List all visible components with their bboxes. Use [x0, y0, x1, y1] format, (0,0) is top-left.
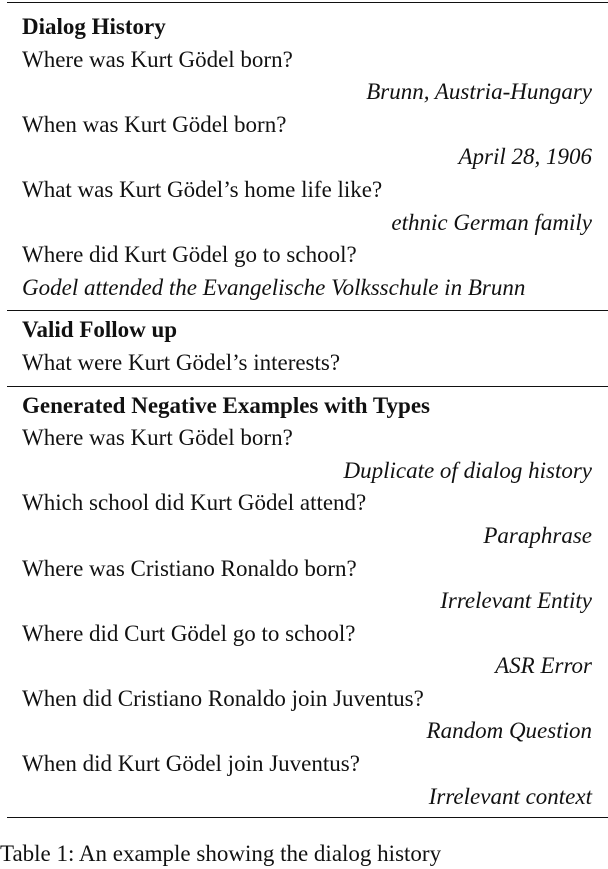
negative-question: Where was Cristiano Ronaldo born? [22, 555, 357, 581]
valid-follow-up-section [7, 311, 608, 379]
history-answer: April 28, 1906 [458, 144, 592, 170]
negative-type: Paraphrase [483, 522, 592, 548]
history-answer: Godel attended the Evangelische Volksschule in Brunn [22, 274, 526, 300]
example-table [7, 0, 608, 818]
negative-type: Irrelevant context [428, 783, 592, 809]
valid-follow-up-question: What were Kurt Gödel’s interests? [22, 349, 341, 375]
negative-type: Duplicate of dialog history [343, 457, 592, 483]
negative-type: Irrelevant Entity [440, 588, 592, 614]
history-question: What was Kurt Gödel’s home life like? [22, 176, 383, 202]
bottom-rule [7, 817, 608, 818]
history-answer: ethnic German family [391, 209, 592, 235]
negative-examples-section [7, 387, 608, 814]
dialog-history-heading: Dialog History [22, 14, 166, 39]
history-answer: Brunn, Austria-Hungary [366, 79, 592, 105]
negative-question: Where did Curt Gödel go to school? [22, 620, 356, 646]
negative-question: Where was Kurt Gödel born? [22, 425, 293, 451]
history-question: Where did Kurt Gödel go to school? [22, 242, 357, 268]
negative-question: When did Kurt Gödel join Juventus? [22, 751, 360, 777]
history-question: When was Kurt Gödel born? [22, 111, 287, 137]
history-question: Where was Kurt Gödel born? [22, 46, 293, 72]
negative-question: Which school did Kurt Gödel attend? [22, 490, 367, 516]
dialog-history-section [7, 3, 608, 304]
table-caption: Table 1: An example showing the dialog history [0, 841, 442, 866]
negative-type: ASR Error [495, 653, 592, 679]
negative-question: When did Cristiano Ronaldo join Juventus? [22, 685, 424, 711]
negative-examples-heading: Generated Negative Examples with Types [22, 392, 431, 418]
negative-type: Random Question [426, 718, 592, 744]
valid-follow-up-heading: Valid Follow up [22, 317, 178, 343]
